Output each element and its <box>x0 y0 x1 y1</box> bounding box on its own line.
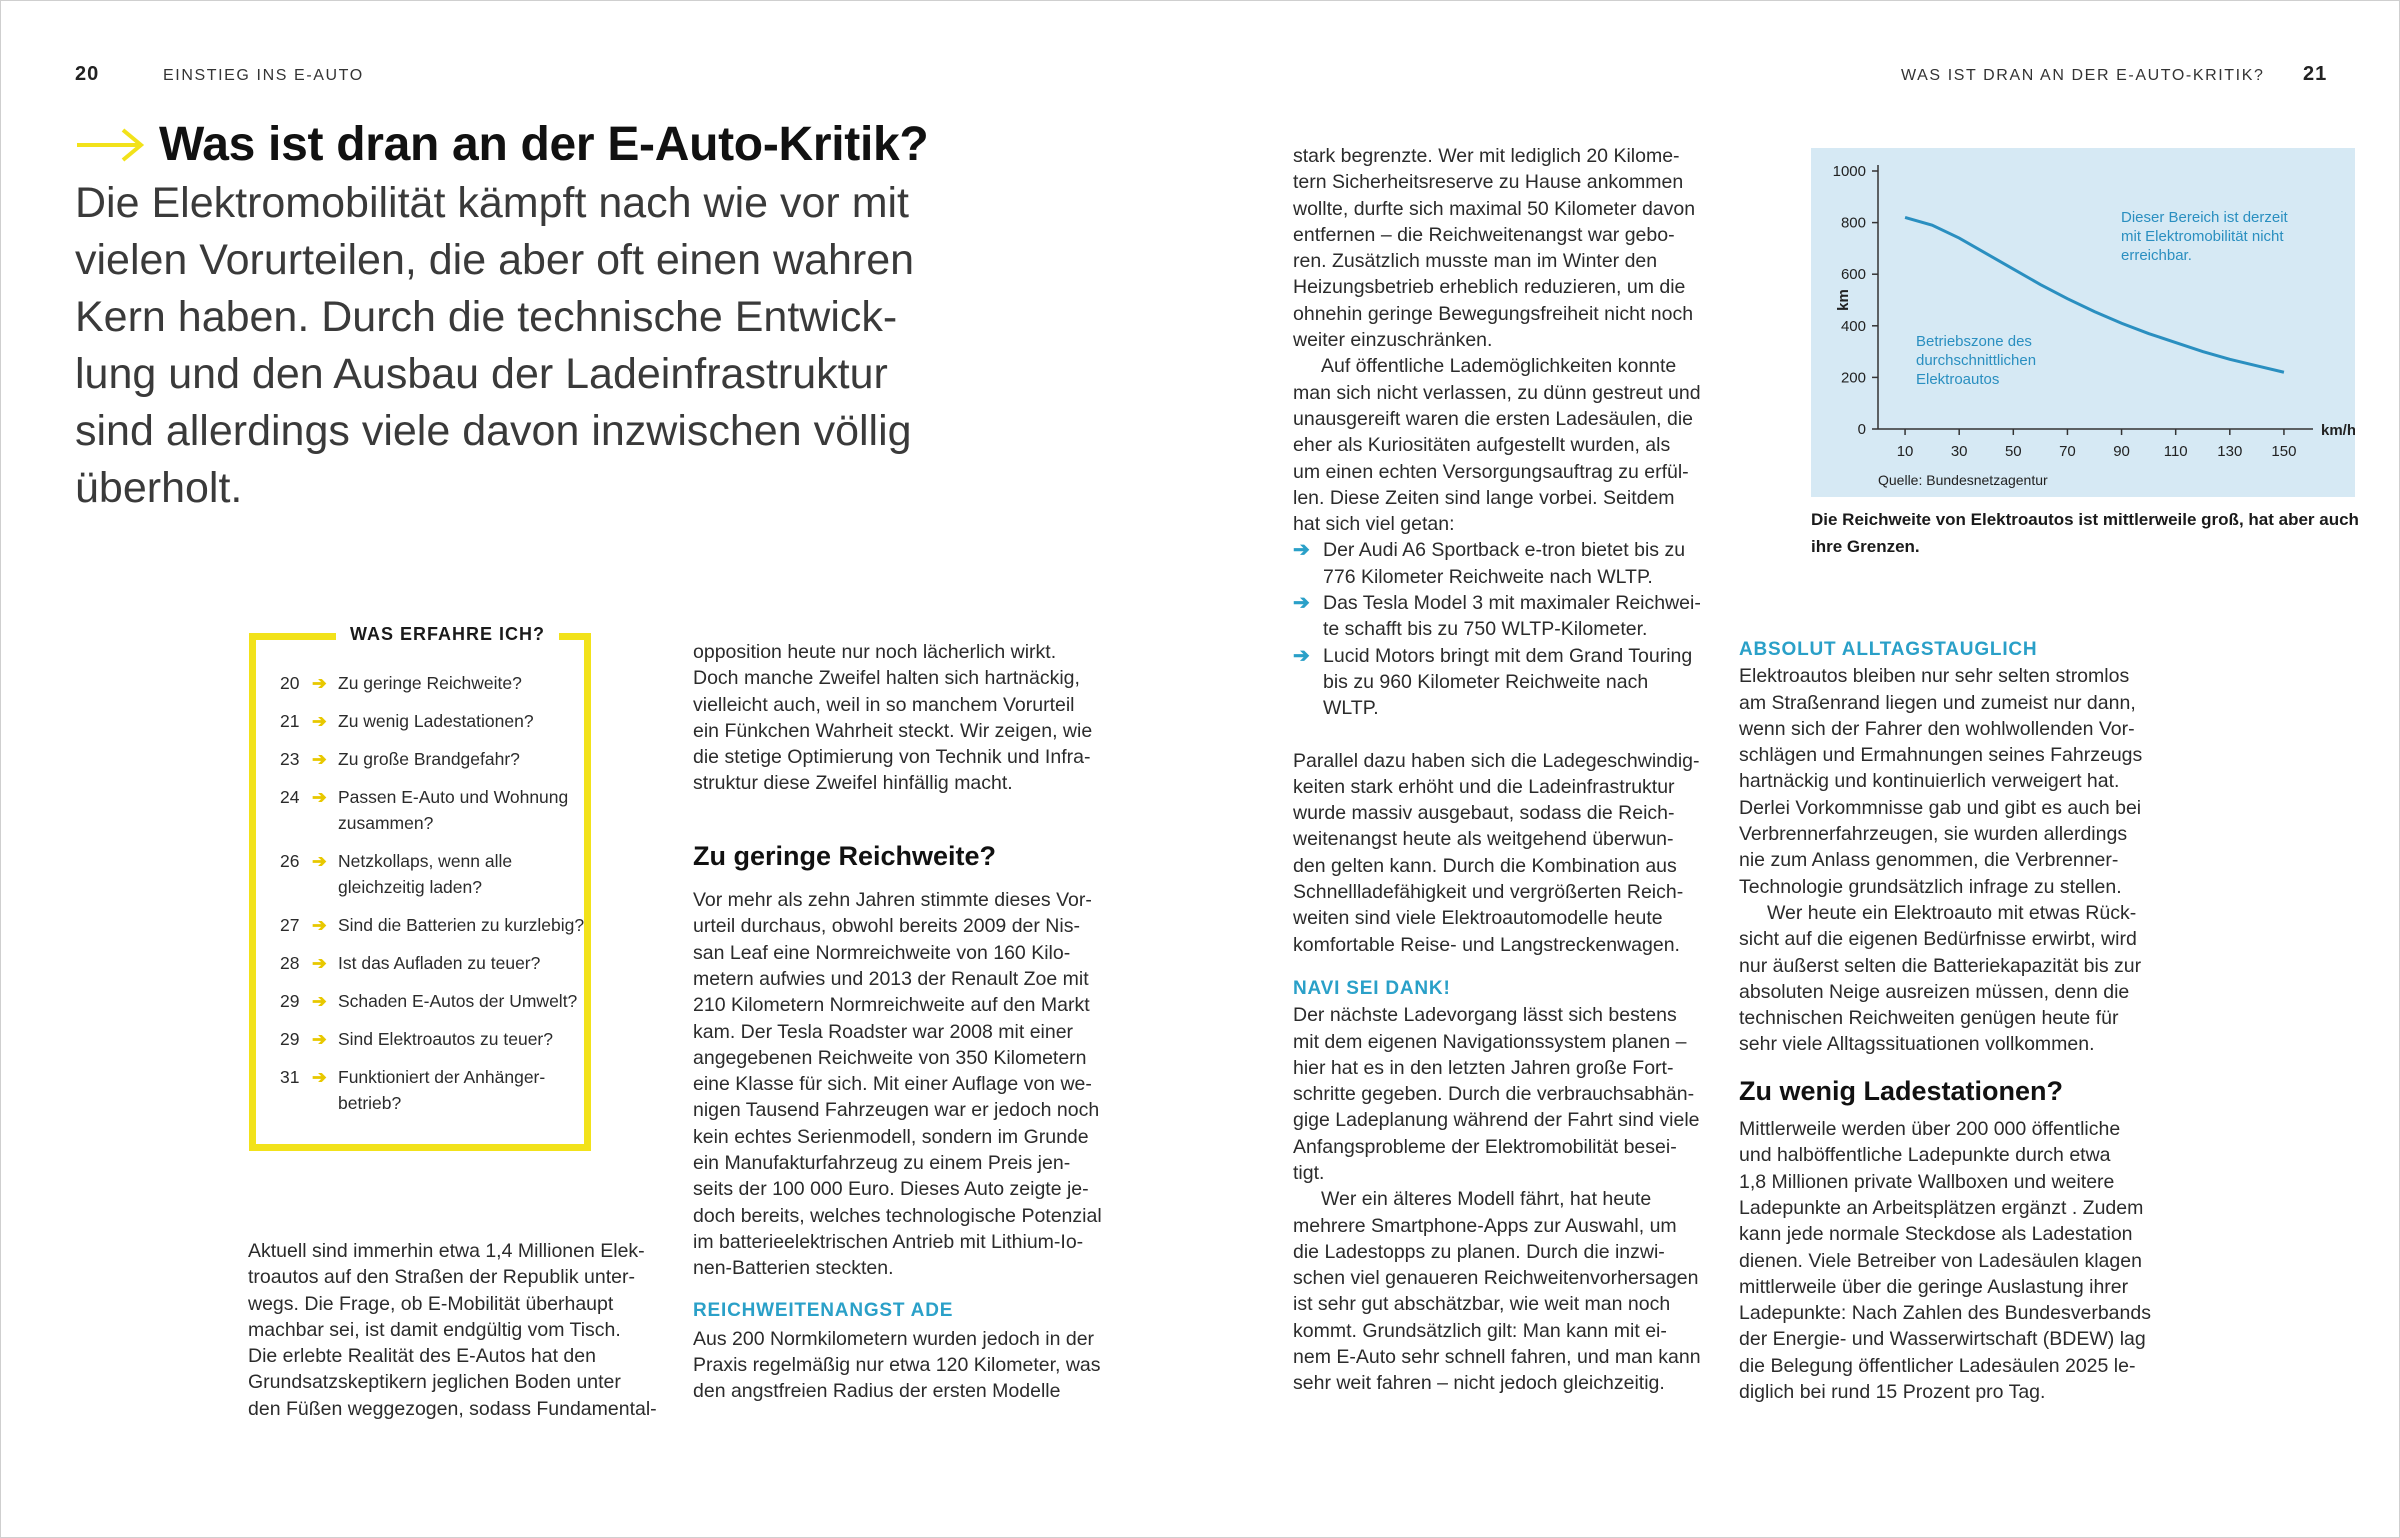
body-line: Verbrennerfahrzeugen, sie wurden allerdings <box>1739 823 2128 846</box>
body-line: im batterieelektrischen Antrieb mit Lithium-Io- <box>693 1230 1084 1253</box>
body-line: vielleicht auch, weil in so manchem Vorurteil <box>693 693 1075 716</box>
section-heading-reichweite: Zu geringe Reichweite? <box>693 840 997 871</box>
toc-item-label: zusammen? <box>338 813 434 833</box>
body-line: tigt. <box>1293 1161 1325 1184</box>
toc-item-label: Sind Elektroautos zu teuer? <box>338 1029 553 1049</box>
bullet-line: te schafft bis zu 750 WLTP-Kilometer. <box>1323 618 1648 641</box>
body-line: Auf öffentliche Lademöglichkeiten konnte <box>1321 355 1677 378</box>
body-line: weitenangst heute als weitgehend überwun- <box>1293 828 1674 851</box>
body-line: tern Sicherheitsreserve zu Hause ankommen <box>1293 171 1684 194</box>
body-line: Elektroautos bleiben nur sehr selten stromlos <box>1739 665 2130 688</box>
column-3 <box>1293 143 1701 1397</box>
toc-item-label: Netzkollaps, wenn alle <box>338 851 513 871</box>
lead-line: vielen Vorurteilen, die aber oft einen wahren <box>75 236 915 284</box>
toc-arrow-icon: ➔ <box>312 953 327 973</box>
body-line: nur äußerst selten die Batteriekapazität bis zur <box>1739 954 2142 977</box>
body-line: Parallel dazu haben sich die Ladegeschwindig- <box>1293 749 1700 772</box>
bullet-line: Lucid Motors bringt mit dem Grand Touring <box>1323 644 1693 667</box>
chart-source: Quelle: Bundesnetzagentur <box>1878 472 2048 488</box>
body-line: seits der 100 000 Euro. Dieses Auto zeigte je- <box>693 1178 1089 1201</box>
body-line: gige Ladeplanung während der Fahrt sind viele <box>1293 1109 1700 1132</box>
body-line: 210 Kilometern Normreichweite auf den Markt <box>693 994 1090 1017</box>
toc-item <box>280 988 580 1014</box>
body-line: die Belegung öffentlicher Ladesäulen 2025 le- <box>1739 1354 2136 1377</box>
bullet-item <box>1293 537 1701 590</box>
toc-arrow-icon: ➔ <box>312 787 327 807</box>
annotation-upper: Dieser Bereich ist derzeit <box>2121 209 2288 226</box>
body-line: wegs. Die Frage, ob E-Mobilität überhaupt <box>248 1292 614 1315</box>
toc-arrow-icon: ➔ <box>312 1029 327 1049</box>
toc-page-number: 28 <box>280 953 300 973</box>
column-4 <box>1739 637 2151 1405</box>
x-tick-label: 90 <box>2113 443 2130 460</box>
annotation-upper: mit Elektromobilität nicht <box>2121 228 2284 245</box>
toc-page-number: 27 <box>280 915 300 935</box>
body-line: eine Klasse für sich. Mit einer Auflage von we- <box>693 1073 1092 1096</box>
body-line: doch bereits, welches technologische Potenzial <box>693 1204 1102 1227</box>
body-line: kommt. Grundsätzlich gilt: Man kann mit ei- <box>1293 1319 1667 1342</box>
body-line: angegebenen Reichweite von 350 Kilometern <box>693 1046 1087 1069</box>
lead-line: Die Elektromobilität kämpft nach wie vor mit <box>75 179 910 227</box>
body-line: sicht auf die eigenen Bedürfnisse erwirbt, wird <box>1739 928 2137 951</box>
body-line: ohnehin geringe Bewegungsfreiheit nicht noch <box>1293 302 1694 325</box>
toc-page-number: 23 <box>280 749 300 769</box>
chapter-title-row <box>75 117 928 172</box>
body-line: Ladepunkte: Nach Zahlen des Bundesverbands <box>1739 1302 2151 1325</box>
toc-item <box>280 784 580 836</box>
toc-box-title: WAS ERFAHRE ICH? <box>336 624 559 645</box>
y-axis-label: km <box>1835 289 1852 311</box>
body-line: struktur diese Zweifel hinfällig macht. <box>693 772 1013 795</box>
bullet-line: Das Tesla Model 3 mit maximaler Reichwei- <box>1323 592 1701 615</box>
body-line: san Leaf eine Normreichweite von 160 Kilo- <box>693 941 1071 964</box>
body-line: um einen echten Versorgungsauftrag zu erfül- <box>1293 460 1689 483</box>
body-line: Mittlerweile werden über 200 000 öffentliche <box>1739 1118 2121 1141</box>
x-tick-label: 30 <box>1950 443 1968 460</box>
range-chart <box>1811 148 2355 497</box>
toc-item-label: betrieb? <box>338 1093 402 1113</box>
body-line: man sich nicht verlassen, zu dünn gestreut und <box>1293 381 1701 404</box>
toc-page-number: 21 <box>280 711 300 731</box>
body-line: technischen Reichweiten genügen heute für <box>1739 1007 2119 1030</box>
body-line: kann jede normale Steckdose als Ladestation <box>1739 1223 2133 1246</box>
chapter-title: Was ist dran an der E-Auto-Kritik? <box>159 118 929 171</box>
body-line: komfortable Reise- und Langstreckenwagen. <box>1293 933 1680 956</box>
body-line: entfernen – die Reichweitenangst war gebo- <box>1293 223 1675 246</box>
body-line: keiten stark erhöht und die Ladeinfrastruktur <box>1293 775 1675 798</box>
column-1 <box>248 1238 657 1422</box>
body-line: hier hat es in den letzten Jahren große Fort- <box>1293 1056 1674 1079</box>
body-line: metern aufwies und 2013 der Renault Zoe mit <box>693 967 1089 990</box>
arrow-right-icon <box>75 125 145 165</box>
body-line: Doch manche Zweifel halten sich hartnäckig, <box>693 667 1080 690</box>
y-tick-label: 200 <box>1840 369 1866 387</box>
body-line: Heizungsbetrieb erheblich reduzieren, um die <box>1293 276 1686 299</box>
chart-caption <box>1811 506 2371 560</box>
body-line: nie zum Anlass genommen, die Verbrenner- <box>1739 849 2119 872</box>
body-line: Die erlebte Realität des E-Autos hat den <box>248 1345 596 1368</box>
toc-item-label: Passen E-Auto und Wohnung <box>338 787 569 807</box>
bullet-line: Der Audi A6 Sportback e-tron bietet bis zu <box>1323 539 1686 562</box>
body-line: machbar sei, ist damit endgültig vom Tisch. <box>248 1318 621 1341</box>
body-line: mit dem eigenen Navigationssystem planen – <box>1293 1030 1687 1053</box>
toc-arrow-icon: ➔ <box>312 991 327 1011</box>
y-tick-label: 800 <box>1840 214 1866 232</box>
body-line: weiten sind viele Elektroautomodelle heute <box>1293 907 1663 930</box>
body-line: der Energie- und Wasserwirtschaft (BDEW) lag <box>1739 1328 2146 1351</box>
body-line: die Ladestopps zu planen. Durch die inzwi- <box>1293 1240 1665 1263</box>
body-line: schlägen und Ermahnungen seines Fahrzeugs <box>1739 744 2143 767</box>
lead-line: sind allerdings viele davon inzwischen völlig <box>75 407 912 455</box>
body-line: Vor mehr als zehn Jahren stimmte dieses Vor- <box>693 889 1092 912</box>
bullet-item <box>1293 590 1701 643</box>
body-line: nen-Batterien steckten. <box>693 1257 894 1280</box>
body-line: absoluten Neige ausreizen müssen, denn die <box>1739 980 2130 1003</box>
body-line: ein Fünkchen Wahrheit steckt. Wir zeigen, wie <box>693 719 1093 742</box>
body-line: sehr weit fahren – nicht jedoch gleichzeitig. <box>1293 1372 1665 1395</box>
x-tick-label: 150 <box>2271 443 2297 460</box>
toc-item-label: gleichzeitig laden? <box>338 877 482 897</box>
subheading-reichweitenangst: REICHWEITENANGST ADE <box>693 1299 954 1321</box>
body-line: Anfangsprobleme der Elektromobilität besei- <box>1293 1135 1677 1158</box>
body-line: Aus 200 Normkilometern wurden jedoch in der <box>693 1327 1095 1350</box>
body-line: Wer ein älteres Modell fährt, hat heute <box>1321 1188 1652 1211</box>
toc-item-label: Zu geringe Reichweite? <box>338 673 522 693</box>
toc-page-number: 29 <box>280 1029 300 1049</box>
toc-item-label: Zu wenig Ladestationen? <box>338 711 534 731</box>
body-line: Ladepunkte an Arbeitsplätzen ergänzt . Zudem <box>1739 1196 2144 1219</box>
caption-line: Die Reichweite von Elektroautos ist mittlerweile groß, hat aber auch <box>1811 510 2359 529</box>
body-line: wurde massiv ausgebaut, sodass die Reich- <box>1293 802 1675 825</box>
arrow-bullet-icon: ➔ <box>1293 644 1310 667</box>
y-tick-label: 600 <box>1840 266 1866 284</box>
body-line: Derlei Vorkommnisse gab und gibt es auch bei <box>1739 796 2142 819</box>
arrow-bullet-icon: ➔ <box>1293 539 1310 562</box>
toc-item-label: Funktioniert der Anhänger- <box>338 1067 546 1087</box>
body-line: ist sehr gut abschätzbar, wie weit man noch <box>1293 1293 1671 1316</box>
toc-item <box>280 708 580 734</box>
body-line: den Füßen weggezogen, sodass Fundamental- <box>248 1397 657 1420</box>
bullet-line: 776 Kilometer Reichweite nach WLTP. <box>1323 565 1653 588</box>
toc-page-number: 31 <box>280 1067 300 1087</box>
body-line: nem E-Auto sehr schnell fahren, und man kann <box>1293 1346 1701 1369</box>
body-line: Grundsatzskeptikern jeglichen Boden unter <box>248 1371 621 1394</box>
bullet-line: WLTP. <box>1323 697 1379 720</box>
lead-line: Kern haben. Durch die technische Entwick- <box>75 293 898 341</box>
body-line: hat sich viel getan: <box>1293 513 1455 536</box>
body-line: ren. Zusätzlich musste man im Winter den <box>1293 250 1658 273</box>
body-line: Technologie grundsätzlich infrage zu stellen. <box>1739 875 2122 898</box>
body-line: sehr viele Alltagssituationen vollkommen. <box>1739 1033 2095 1056</box>
left-running-head: EINSTIEG INS E-AUTO <box>163 67 364 84</box>
annotation-lower: durchschnittlichen <box>1916 352 2037 369</box>
toc-box <box>249 624 591 1151</box>
x-tick-label: 110 <box>2163 443 2188 460</box>
toc-list <box>280 670 585 1128</box>
body-line: stark begrenzte. Wer mit lediglich 20 Kilome- <box>1293 145 1680 167</box>
body-line: Aktuell sind immerhin etwa 1,4 Millionen Elek- <box>248 1240 645 1262</box>
body-line: Der nächste Ladevorgang lässt sich bestens <box>1293 1004 1677 1027</box>
toc-item-label: Sind die Batterien zu kurzlebig? <box>338 915 585 935</box>
annotation-lower: Betriebszone des <box>1916 333 2032 350</box>
right-page-number: 21 <box>2303 63 2328 85</box>
body-line: schen viel genaueren Reichweitenvorhersagen <box>1293 1267 1699 1290</box>
right-running-head: WAS IST DRAN AN DER E-AUTO-KRITIK? <box>1901 67 2265 84</box>
body-line: troautos auf den Straßen der Republik unter- <box>248 1266 635 1289</box>
toc-arrow-icon: ➔ <box>312 851 327 871</box>
toc-item-label: Ist das Aufladen zu teuer? <box>338 953 541 973</box>
toc-item <box>280 670 580 696</box>
body-line: Wer heute ein Elektroauto mit etwas Rück- <box>1767 901 2137 924</box>
x-tick-label: 70 <box>2059 443 2076 460</box>
subheading-alltagstauglich: ABSOLUT ALLTAGSTAUGLICH <box>1739 639 2038 660</box>
toc-page-number: 26 <box>280 851 300 871</box>
lead-paragraph <box>75 175 1035 517</box>
x-axis-label: km/h <box>2321 422 2355 439</box>
body-line: mittlerweile über die geringe Auslastung ihrer <box>1739 1275 2129 1298</box>
bullet-item <box>1293 643 1701 722</box>
toc-item-label: Zu große Brandgefahr? <box>338 749 520 769</box>
body-line: und halböffentliche Ladepunkte durch etwa <box>1739 1144 2111 1167</box>
body-line: diglich bei rund 15 Prozent pro Tag. <box>1739 1381 2046 1404</box>
toc-arrow-icon: ➔ <box>312 915 327 935</box>
toc-arrow-icon: ➔ <box>312 673 327 693</box>
body-line: kein echtes Serienmodell, sondern im Grunde <box>693 1125 1089 1148</box>
body-line: mehrere Smartphone-Apps zur Auswahl, um <box>1293 1214 1677 1237</box>
body-line: eher als Kuriositäten aufgestellt wurden, als <box>1293 434 1671 457</box>
body-line: nigen Tausend Fahrzeugen war er jedoch noch <box>693 1099 1100 1122</box>
left-page-number: 20 <box>75 63 100 85</box>
body-line: den gelten kann. Durch die Kombination aus <box>1293 854 1677 877</box>
x-tick-label: 130 <box>2217 443 2243 460</box>
range-chart-svg <box>1811 148 2355 497</box>
body-line: dienen. Viele Betreiber von Ladesäulen klagen <box>1739 1249 2142 1272</box>
body-line: kam. Der Tesla Roadster war 2008 mit einer <box>693 1020 1074 1043</box>
caption-line: ihre Grenzen. <box>1811 537 1920 556</box>
x-tick-label: 10 <box>1896 443 1914 460</box>
body-line: weiter einzuschränken. <box>1293 329 1493 352</box>
toc-page-number: 24 <box>280 787 300 807</box>
lead-line: überholt. <box>75 464 243 512</box>
toc-page-number: 29 <box>280 991 300 1011</box>
body-line: Praxis regelmäßig nur etwa 120 Kilometer, was <box>693 1354 1101 1377</box>
toc-item <box>280 950 580 976</box>
body-line: schritte gegeben. Durch die verbrauchsabhän- <box>1293 1083 1695 1106</box>
toc-arrow-icon: ➔ <box>312 711 327 731</box>
y-tick-label: 0 <box>1857 421 1866 438</box>
body-line: den angstfreien Radius der ersten Modelle <box>693 1380 1061 1403</box>
toc-item <box>280 1064 580 1116</box>
y-tick-label: 400 <box>1840 317 1866 335</box>
lead-line: lung und den Ausbau der Ladeinfrastruktur <box>75 350 888 398</box>
toc-arrow-icon: ➔ <box>312 1067 327 1087</box>
annotation-lower: Elektroautos <box>1916 371 2000 388</box>
toc-arrow-icon: ➔ <box>312 749 327 769</box>
toc-item <box>280 848 580 900</box>
section-heading-ladestationen: Zu wenig Ladestationen? <box>1739 1075 2064 1106</box>
body-line: hartnäckig und kontinuierlich verweigert hat. <box>1739 770 2120 793</box>
body-line: opposition heute nur noch lächerlich wirkt. <box>693 641 1057 663</box>
annotation-upper: erreichbar. <box>2121 247 2192 264</box>
body-line: len. Diese Zeiten sind lange vorbei. Seitdem <box>1293 486 1675 509</box>
y-tick-label: 1000 <box>1832 163 1866 180</box>
arrow-bullet-icon: ➔ <box>1293 592 1310 615</box>
body-line: wollte, durfte sich maximal 50 Kilometer davon <box>1293 197 1696 220</box>
toc-item <box>280 912 585 938</box>
toc-page-number: 20 <box>280 673 300 693</box>
body-line: urteil durchaus, obwohl bereits 2009 der Nis- <box>693 915 1080 938</box>
body-line: Schnellladefähigkeit und vergrößerten Reich- <box>1293 881 1684 904</box>
bullet-line: bis zu 960 Kilometer Reichweite nach <box>1323 670 1649 693</box>
toc-item <box>280 1026 580 1052</box>
subheading-navi: NAVI SEI DANK! <box>1293 977 1451 999</box>
toc-item <box>280 746 580 772</box>
body-line: ein Manufakturfahrzeug zu einem Preis jen- <box>693 1152 1071 1175</box>
body-line: wenn sich der Fahrer den wohlwollenden Vor- <box>1739 717 2135 740</box>
toc-item-label: Schaden E-Autos der Umwelt? <box>338 991 578 1011</box>
body-line: 1,8 Millionen private Wallboxen und weitere <box>1739 1170 2115 1193</box>
body-line: unausgereift waren die ersten Ladesäulen, die <box>1293 407 1694 430</box>
body-line: die stetige Optimierung von Technik und Infra- <box>693 746 1091 769</box>
column-2 <box>693 639 1102 1405</box>
x-tick-label: 50 <box>2004 443 2022 460</box>
body-line: am Straßenrand liegen und zumeist nur dann, <box>1739 691 2136 714</box>
